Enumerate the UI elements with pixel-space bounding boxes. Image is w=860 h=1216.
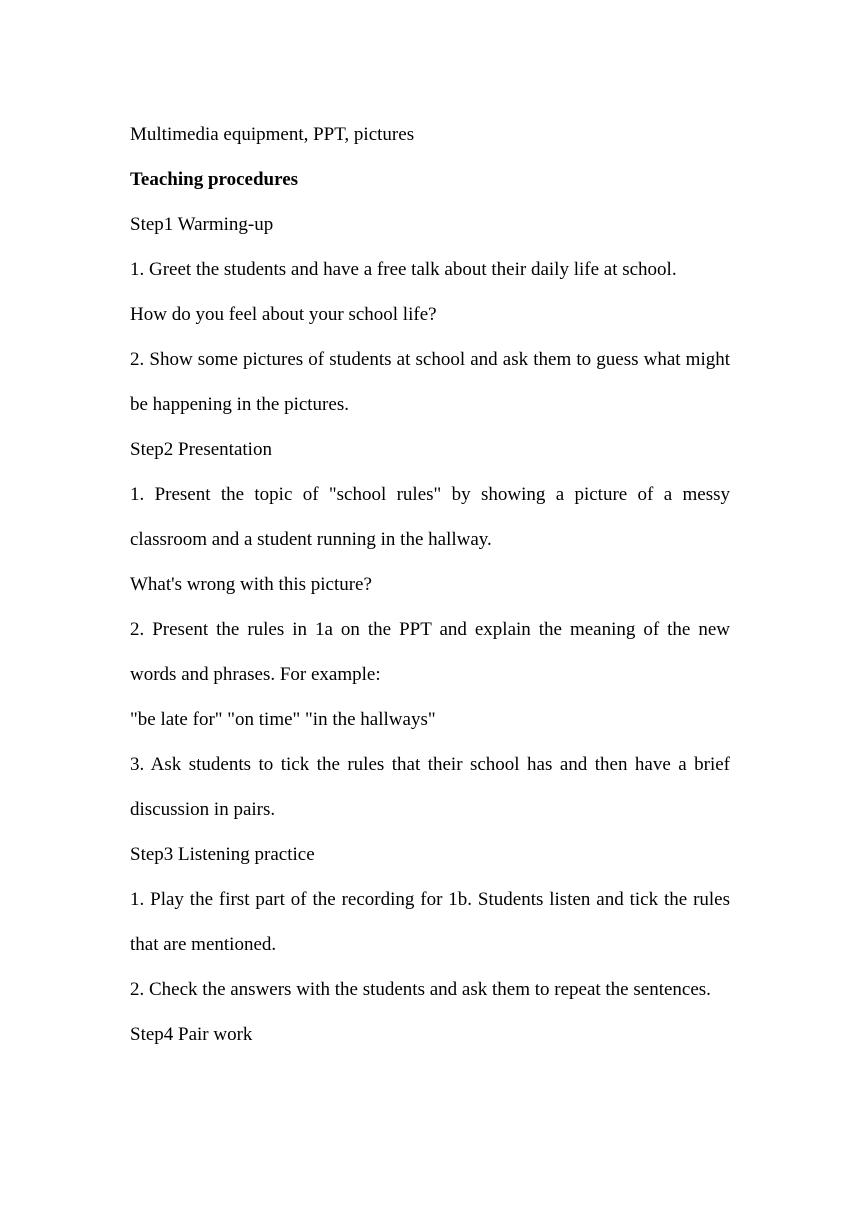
step2-item1: 1. Present the topic of "school rules" by showing a picture of a messy classroom and a student running in the hallway. — [130, 484, 730, 550]
step3-title: Step3 Listening practice — [130, 844, 315, 865]
procedures-heading: Teaching procedures — [130, 169, 299, 190]
materials-text: Multimedia equipment, PPT, pictures — [130, 124, 415, 145]
step4-title: Step4 Pair work — [130, 1024, 253, 1045]
step3-item1: 1. Play the first part of the recording for 1b. Students listen and tick the rules that are mentioned. — [130, 889, 730, 955]
step2-item2: 2. Present the rules in 1a on the PPT and explain the meaning of the new words and phrases. For example: — [130, 619, 730, 685]
step3-item2: 2. Check the answers with the students and ask them to repeat the sentences. — [130, 979, 711, 1000]
step1-title: Step1 Warming-up — [130, 214, 274, 235]
step2-item3: 3. Ask students to tick the rules that their school has and then have a brief discussion in pairs. — [130, 754, 730, 820]
step2-title: Step2 Presentation — [130, 439, 272, 460]
step1-item1: 1. Greet the students and have a free talk about their daily life at school. — [130, 259, 677, 280]
step2-item2-examples: "be late for" "on time" "in the hallways" — [130, 709, 436, 730]
step1-item2: 2. Show some pictures of students at school and ask them to guess what might be happening in the pictures. — [130, 349, 730, 415]
step1-item1-question: How do you feel about your school life? — [130, 304, 437, 325]
step2-item1-question: What's wrong with this picture? — [130, 574, 372, 595]
document-page — [130, 112, 730, 1057]
